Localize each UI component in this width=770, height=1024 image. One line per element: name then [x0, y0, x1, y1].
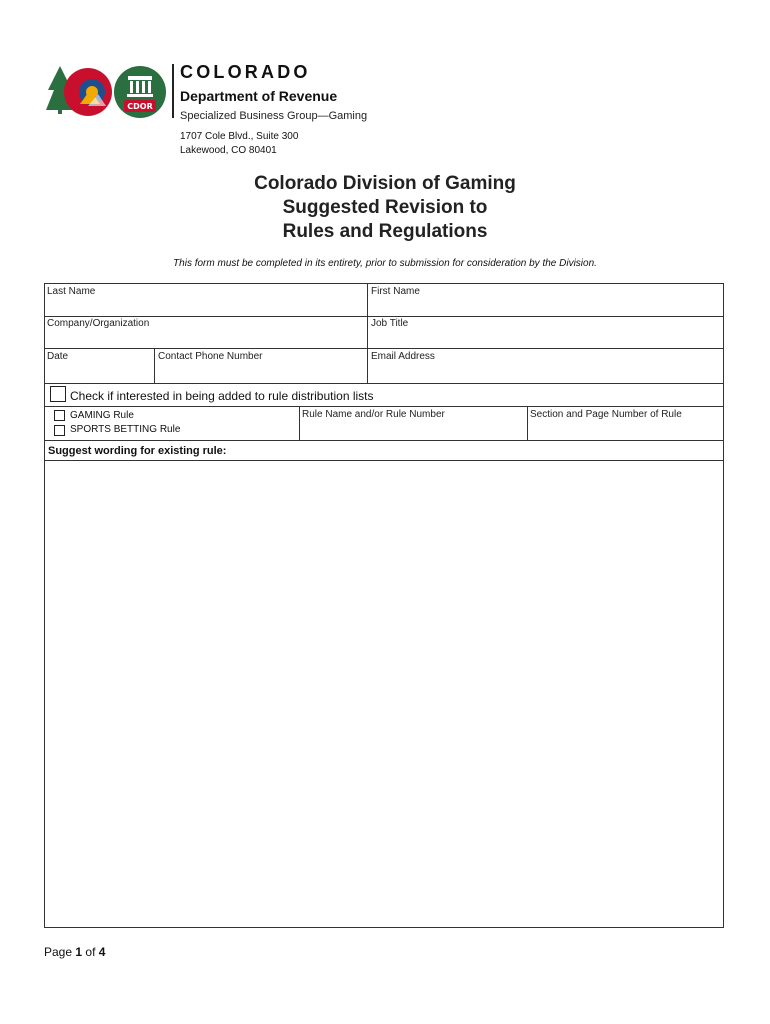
distribution-checkbox[interactable]: [50, 386, 66, 402]
rule-name-field[interactable]: Rule Name and/or Rule Number: [302, 409, 445, 420]
first-name-field[interactable]: First Name: [371, 286, 420, 297]
title-line2: Suggested Revision to: [282, 197, 488, 218]
gaming-rule-label: GAMING Rule: [70, 410, 134, 421]
revision-form: [44, 283, 724, 928]
company-field[interactable]: Company/Organization: [47, 318, 150, 329]
contact-phone-field[interactable]: Contact Phone Number: [158, 351, 263, 362]
title-line1: Colorado Division of Gaming: [254, 173, 516, 194]
brand-name: COLORADO: [180, 62, 311, 82]
form-note: This form must be completed in its entirety, prior to submission for consideration by the Division.: [173, 258, 597, 269]
brand-divider: [172, 64, 174, 118]
department-name: Department of Revenue: [180, 88, 338, 104]
job-title-field[interactable]: Job Title: [371, 318, 409, 329]
title-line3: Rules and Regulations: [282, 221, 488, 242]
svg-text:CDOR: CDOR: [127, 102, 153, 111]
distribution-checkbox-label: Check if interested in being added to rule distribution lists: [70, 389, 374, 403]
sports-rule-checkbox[interactable]: [54, 425, 65, 436]
address-line2: Lakewood, CO 80401: [180, 145, 277, 156]
suggest-wording-area[interactable]: [45, 461, 723, 927]
cdor-logo: [44, 60, 174, 124]
group-name: Specialized Business Group—Gaming: [180, 110, 368, 122]
email-field[interactable]: Email Address: [371, 351, 435, 362]
gaming-rule-checkbox[interactable]: [54, 410, 65, 421]
date-field[interactable]: Date: [47, 351, 69, 362]
address-line1: 1707 Cole Blvd., Suite 300: [180, 131, 299, 142]
section-page-field[interactable]: Section and Page Number of Rule: [530, 409, 682, 420]
page-number: Page 1 of 4: [44, 945, 106, 959]
suggest-wording-label: Suggest wording for existing rule:: [48, 445, 227, 457]
sports-rule-label: SPORTS BETTING Rule: [70, 424, 181, 435]
last-name-field[interactable]: Last Name: [47, 286, 96, 297]
